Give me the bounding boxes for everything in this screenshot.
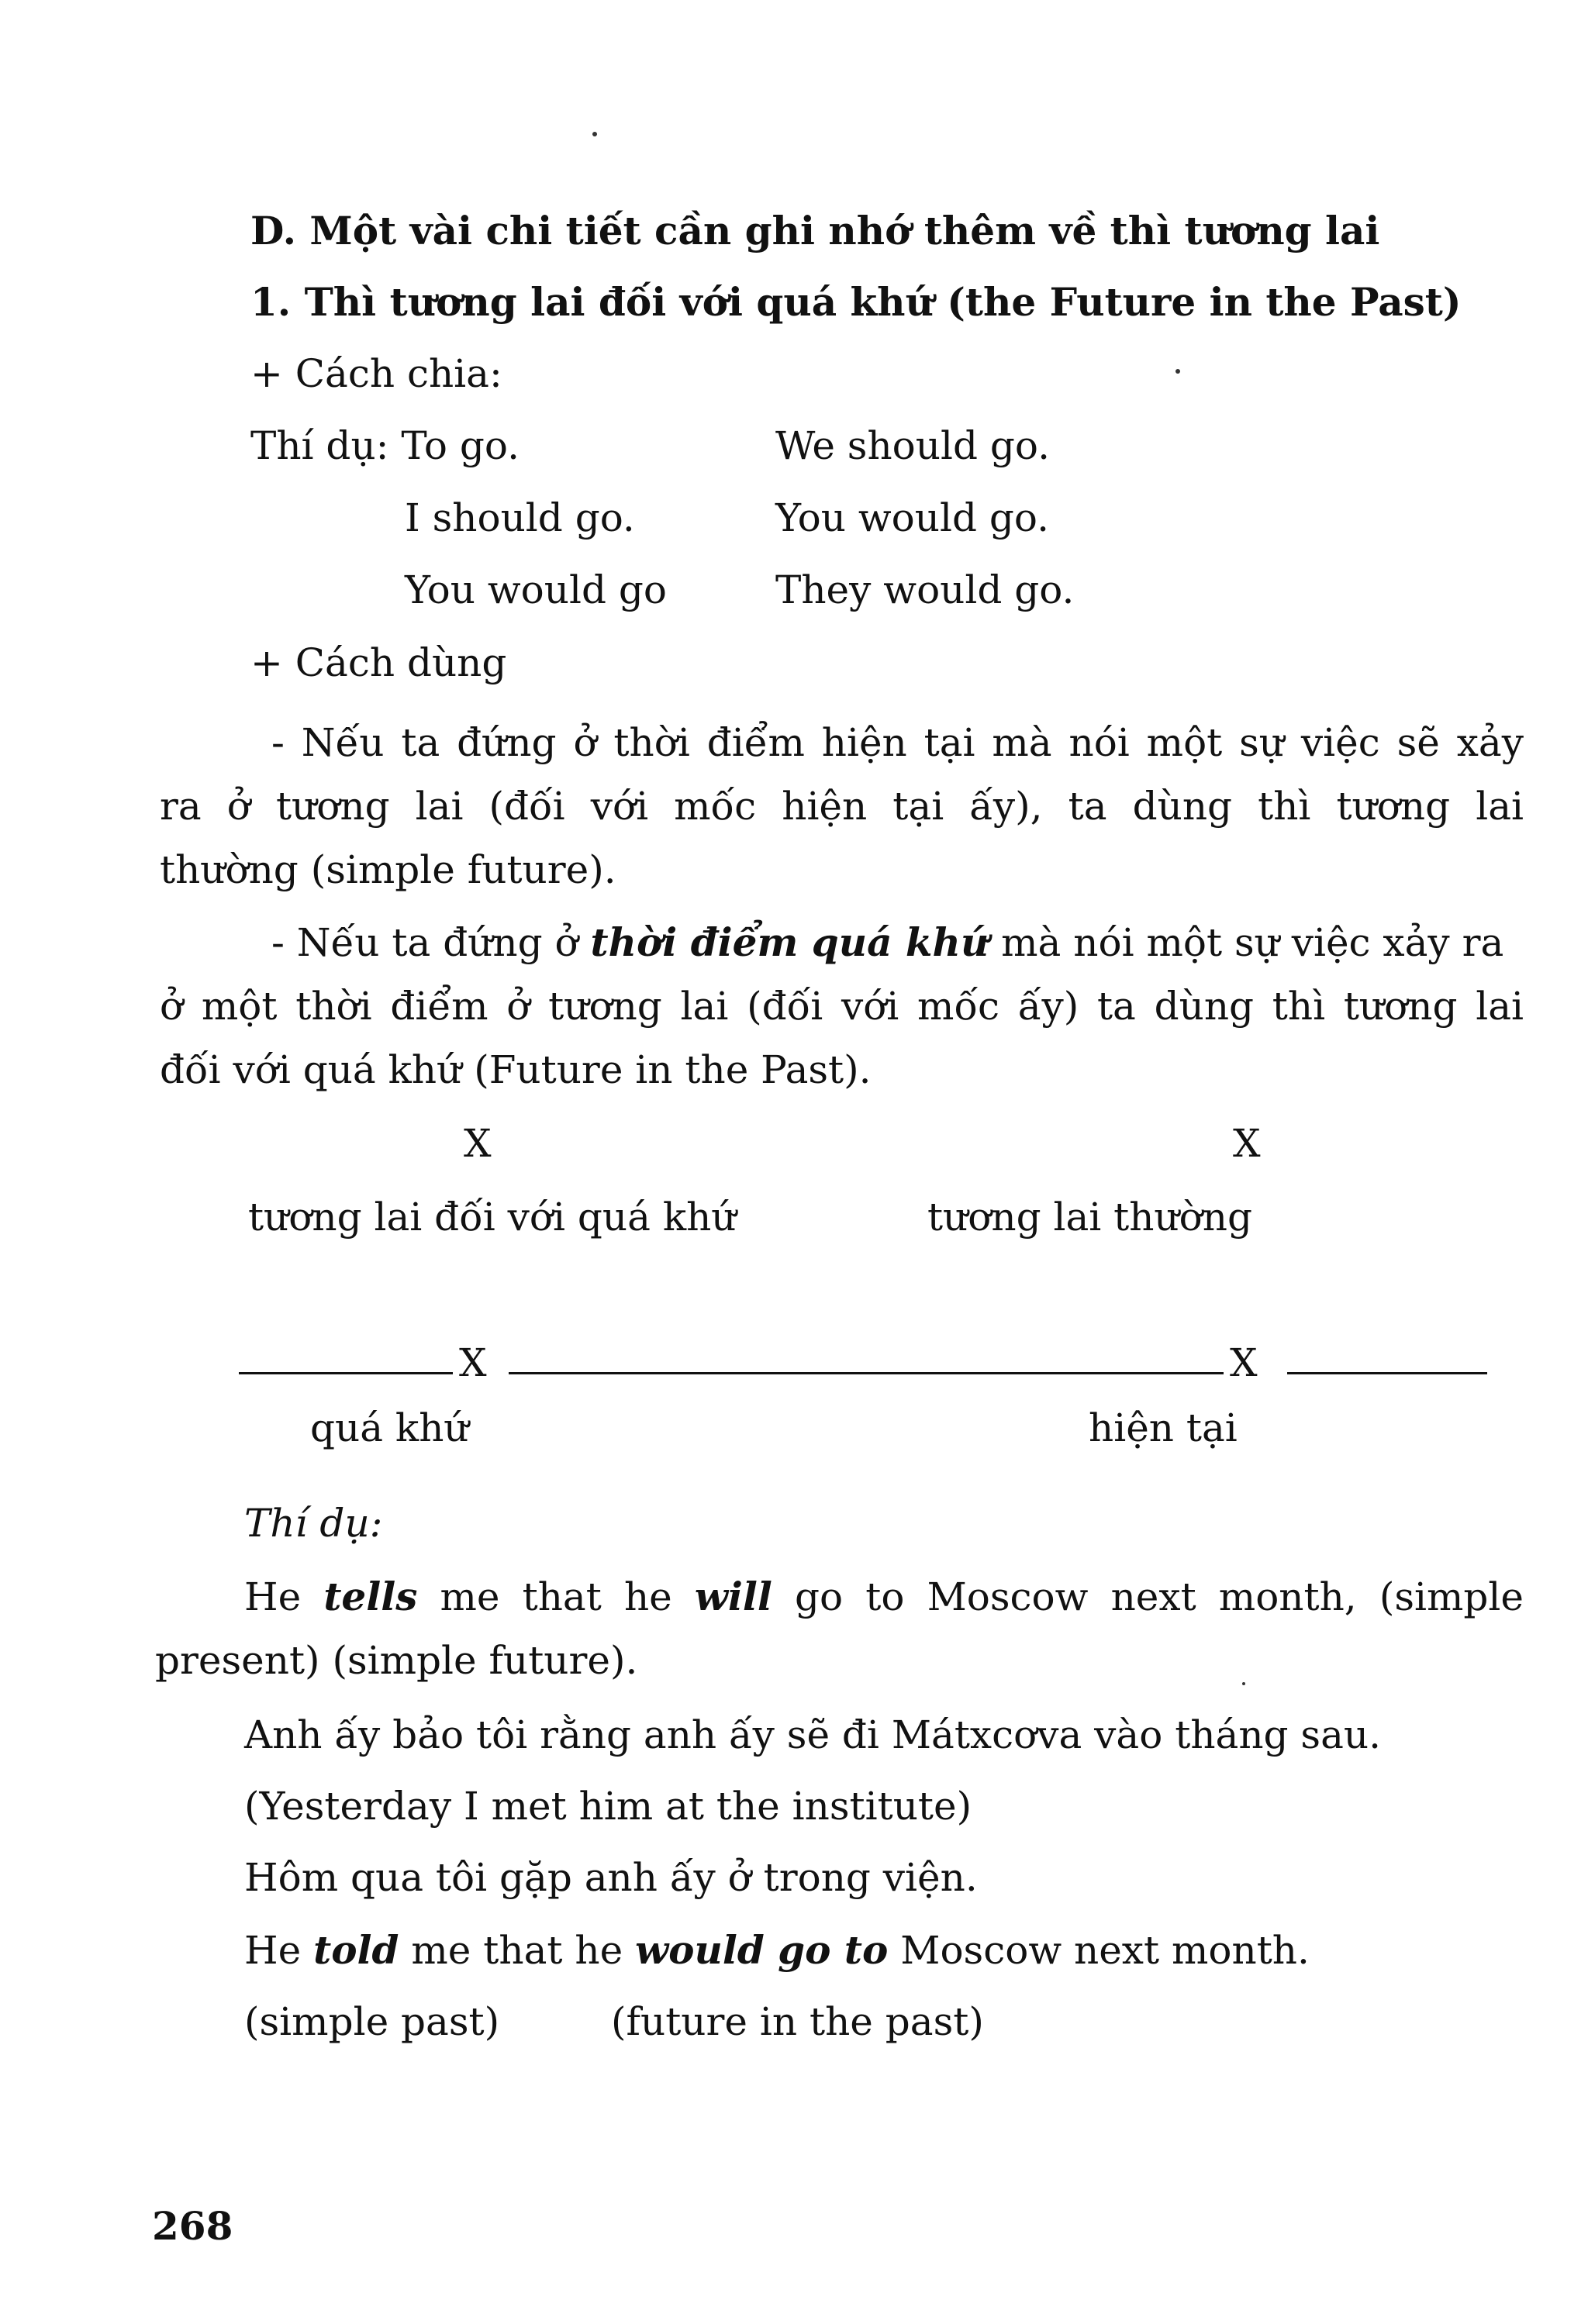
usage-p2-emphasis: thời điểm quá khứ	[590, 919, 989, 965]
example-s6-simple-past: (simple past)	[244, 1999, 500, 2044]
timeline-axis-segment	[239, 1372, 453, 1374]
example-s1-line2: present) (simple future).	[155, 1638, 638, 1683]
section-subheading: 1. Thì tương lai đối với quá khứ (the Future in the Past)	[250, 279, 1462, 325]
timeline-mark-future-in-past: X	[464, 1121, 492, 1166]
example-s5-e: Moscow next month.	[888, 1928, 1310, 1973]
example-s1-c: me that he	[417, 1574, 695, 1619]
conjugation-col1-row2: You would go	[405, 567, 667, 612]
example-s5-a: He	[244, 1928, 314, 1973]
section-heading: D. Một vài chi tiết cần ghi nhớ thêm về thì tương lai	[250, 208, 1380, 253]
conjugation-col1-row1: I should go.	[405, 495, 635, 540]
example-s2: Anh ấy bảo tôi rằng anh ấy sẽ đi Mátxcơva vào tháng sau.	[244, 1712, 1381, 1757]
example-s3: (Yesterday I met him at the institute)	[244, 1784, 972, 1829]
example-s1-verb-tells: tells	[323, 1574, 418, 1619]
usage-p2-line1	[271, 919, 1503, 966]
timeline-label-simple-future: tương lai thường	[927, 1195, 1252, 1240]
example-s4: Hôm qua tôi gặp anh ấy ở trong viện.	[244, 1855, 978, 1900]
example-s1-a: He	[244, 1574, 324, 1619]
usage-label: + Cách dùng	[250, 640, 507, 685]
usage-p2-text-a: - Nếu ta đứng ở	[271, 920, 591, 965]
example-label: Thí dụ:	[244, 1501, 383, 1546]
conjugation-col2-row1: We should go.	[775, 423, 1050, 468]
timeline-mark-simple-future: X	[1233, 1121, 1261, 1166]
usage-p1-line1: - Nếu ta đứng ở thời điểm hiện tại mà nói một sự việc sẽ xảy	[271, 720, 1524, 765]
usage-p2-line2: ở một thời điểm ở tương lai (đối với mốc ấy) ta dùng thì tương lai	[160, 984, 1524, 1029]
timeline-label-present: hiện tại	[1089, 1405, 1238, 1450]
conjugation-label: + Cách chia:	[250, 351, 502, 396]
timeline-mark-present: X	[1230, 1340, 1258, 1385]
conjugation-col2-row3: They would go.	[775, 567, 1075, 612]
scan-speck	[1175, 369, 1180, 374]
example-s5-verb-told: told	[313, 1927, 399, 1973]
example-s5	[244, 1927, 1310, 1974]
page-number: 268	[152, 2203, 233, 2249]
example-s5-c: me that he	[399, 1928, 636, 1973]
timeline-axis-segment	[509, 1372, 1224, 1374]
example-s1-line1	[244, 1574, 1524, 1620]
timeline-mark-past: X	[459, 1340, 487, 1385]
timeline-label-future-in-past: tương lai đối với quá khứ	[248, 1195, 737, 1240]
usage-p2-text-c: mà nói một sự việc xảy ra	[989, 920, 1504, 965]
conjugation-example-label: Thí dụ: To go.	[250, 423, 520, 468]
scan-speck	[592, 132, 597, 136]
conjugation-col2-row2: You would go.	[775, 495, 1049, 540]
example-s6-future-in-past: (future in the past)	[611, 1999, 984, 2044]
timeline-axis-segment	[1287, 1372, 1487, 1374]
usage-p1-line2: ra ở tương lai (đối với mốc hiện tại ấy), ta dùng thì tương lai	[160, 784, 1524, 829]
scan-speck	[1242, 1682, 1245, 1685]
usage-p2-line3: đối với quá khứ (Future in the Past).	[160, 1047, 872, 1092]
example-s1-verb-will: will	[694, 1574, 772, 1619]
example-s1-e: go to Moscow next month, (simple	[772, 1574, 1524, 1619]
example-s5-verb-would-go: would go to	[635, 1927, 889, 1973]
timeline-label-past: quá khứ	[310, 1405, 469, 1450]
usage-p1-line3: thường (simple future).	[160, 847, 616, 892]
